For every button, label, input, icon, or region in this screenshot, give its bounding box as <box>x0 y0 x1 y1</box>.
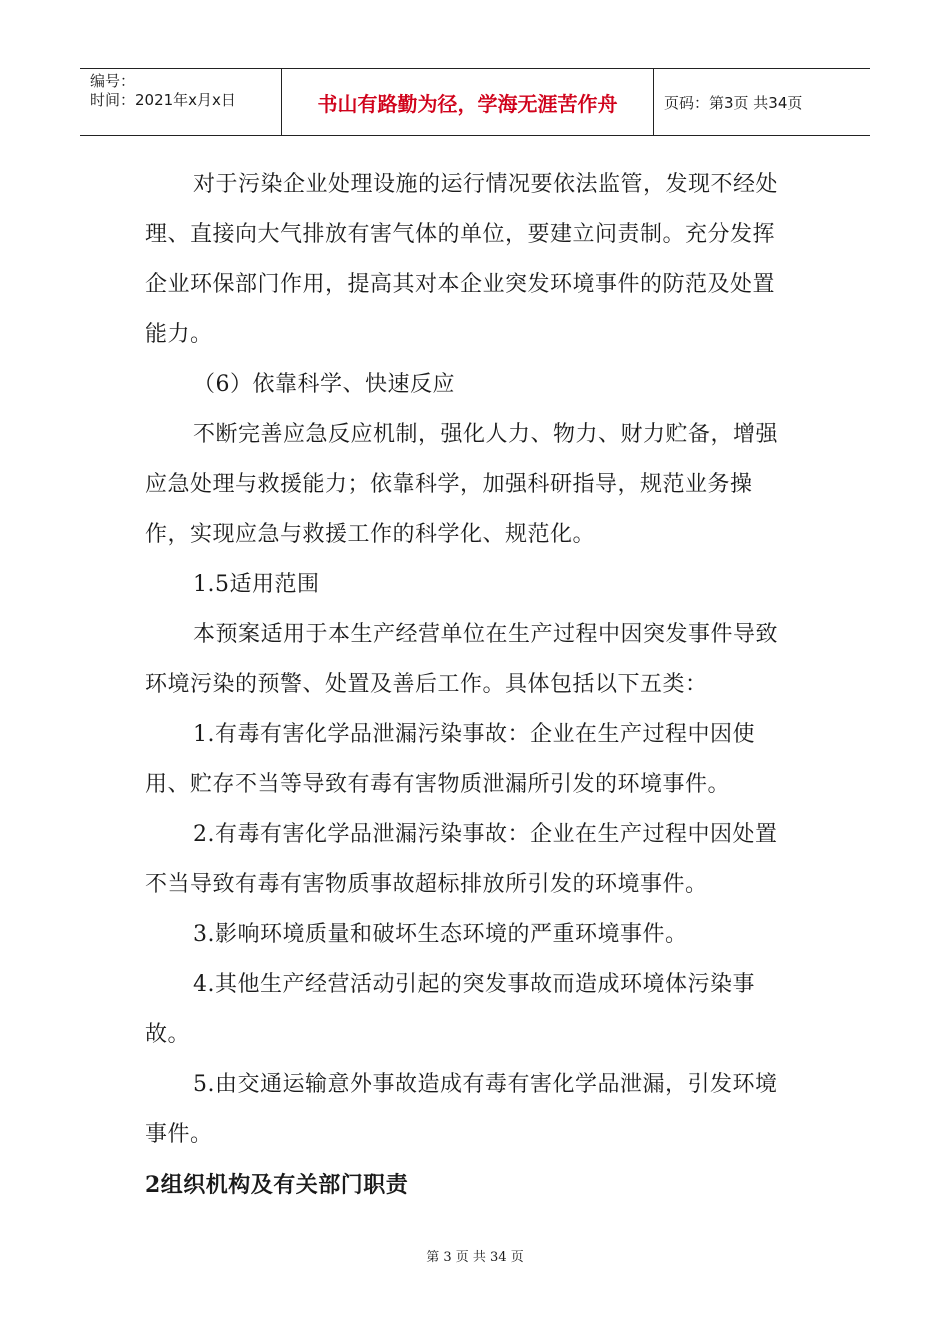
paragraph-scope: 本预案适用于本生产经营单位在生产过程中因突发事件导致环境污染的预警、处置及善后工作。具体包括以下五类： <box>145 622 779 697</box>
paragraph-emergency-mechanism: 不断完善应急反应机制，强化人力、物力、财力贮备，增强应急处理与救援能力；依靠科学，加强科研指导，规范业务操作，实现应急与救援工作的科学化、规范化。 <box>145 422 779 547</box>
list-item-5: 5.由交通运输意外事故造成有毒有害化学品泄漏，引发环境事件。 <box>145 1072 778 1147</box>
page-header <box>80 68 870 136</box>
section-heading-organization: 2组织机构及有关部门职责 <box>145 1172 409 1198</box>
header-left-cell <box>80 69 282 135</box>
paragraph-supervision: 对于污染企业处理设施的运行情况要依法监管，发现不经处理、直接向大气排放有害气体的单位，要建立问责制。充分发挥企业环保部门作用，提高其对本企业突发环境事件的防范及处置能力。 <box>145 172 779 347</box>
list-item-3: 3.影响环境质量和破坏生态环境的严重环境事件。 <box>193 922 688 947</box>
subheading-rely-on-science: （6）依靠科学、快速反应 <box>193 372 455 397</box>
list-item-1: 1.有毒有害化学品泄漏污染事故：企业在生产过程中因使用、贮存不当等导致有毒有害物质泄漏所引发的环境事件。 <box>145 722 755 797</box>
header-motto: 书山有路勤为径，学海无涯苦作舟 <box>282 69 654 135</box>
list-item-2: 2.有毒有害化学品泄漏污染事故：企业在生产过程中因处置不当导致有毒有害物质事故超标排放所引发的环境事件。 <box>145 822 778 897</box>
document-time-label: 时间：2021年x月x日 <box>90 91 236 109</box>
header-page-info: 页码：第3页 共34页 <box>664 93 803 112</box>
document-number-label: 编号： <box>90 72 136 90</box>
list-item-4: 4.其他生产经营活动引起的突发事故而造成环境体污染事故。 <box>145 972 755 1047</box>
page-footer: 第 3 页 共 34 页 <box>426 1250 524 1265</box>
section-heading-scope: 1.5适用范围 <box>193 572 320 597</box>
document-body <box>145 160 795 1210</box>
